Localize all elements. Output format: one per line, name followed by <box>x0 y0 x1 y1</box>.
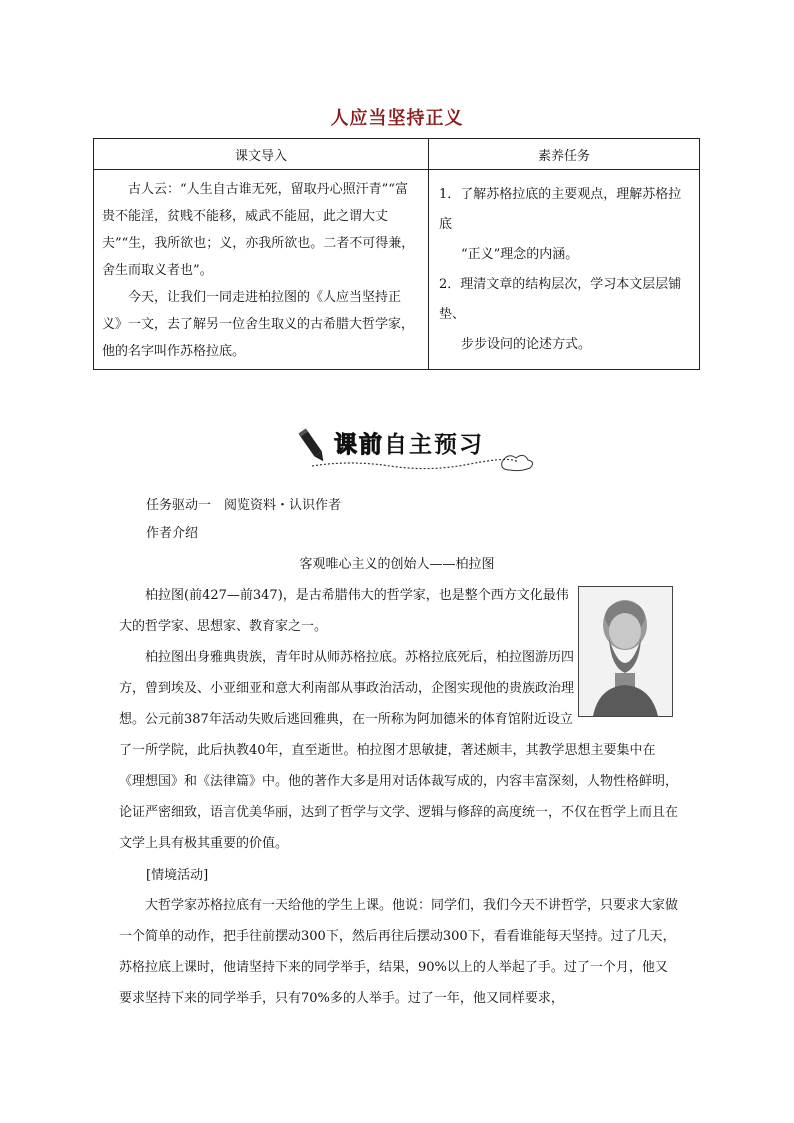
author-heading: 作者介绍 <box>146 526 199 541</box>
task-item-1: 1．了解苏格拉底的主要观点，理解苏格拉底 <box>439 186 682 232</box>
section-title-highlight: 课前 <box>334 431 384 458</box>
scenario-paragraph <box>119 890 679 1014</box>
scenario-label: [情境活动] <box>146 868 209 883</box>
intro-paragraph: 古人云：“人生自古谁无死，留取丹心照汗青”“富贵不能淫，贫贱不能移，威武不能屈，此之谓大丈夫”“生，我所欲也；义，亦我所欲也。二者不可得兼，舍生而取义者也”。 <box>102 182 415 278</box>
header-course-intro: 课文导入 <box>94 139 429 170</box>
page-title: 人应当坚持正义 <box>330 108 464 129</box>
section-title <box>334 426 484 459</box>
intro-table <box>93 138 700 370</box>
author-subtitle: 客观唯心主义的创始人——柏拉图 <box>299 557 495 572</box>
section-banner <box>290 420 540 476</box>
task-item-2-cont: 步步设问的论述方式。 <box>461 336 592 352</box>
bio-text: 柏拉图出身雅典贵族，青年时从师苏格拉底。苏格拉底死后，柏拉图游历四方，曾到埃及、小亚细亚和意大利南部从事政治活动，企图实现他的贵族政治理想。公元前387年活动失败后逃回雅典，在一所称为阿加德米的体育馆附近设立了一所学院，此后执教40年，直至逝世。柏拉图才思敏捷，著述颇丰，其教学思想主要集中在《理想国》和《法律篇》中。他的著作大多是用对话体裁写成的，内容丰富深刻，人物性格鲜明，论证严密细致，语言优美华丽，达到了哲学与文学、逻辑与修辞的高度统一，不仅在哲学上而且在文学上具有极其重要的价值。 <box>119 650 679 851</box>
task-item-2: 2．理清文章的结构层次，学习本文层层铺垫、 <box>439 276 682 322</box>
header-literacy-tasks: 素养任务 <box>429 139 700 170</box>
bio-text: 柏拉图(前427—前347)，是古希腊伟大的哲学家，也是整个西方文化最伟大的哲学家、思想家、教育家之一。 <box>119 588 569 634</box>
table-header-row <box>94 139 700 170</box>
task-driver-heading: 任务驱动一 阅览资料・认识作者 <box>146 498 342 513</box>
scenario-text: 大哲学家苏格拉底有一天给他的学生上课。他说：同学们，我们今天不讲哲学，只要求大家做一个简单的动作，把手往前摆动300下，然后再往后摆动300下，看看谁能每天坚持。过了几天，苏格拉底上课时，他请坚持下来的同学举手，结果，90%以上的人举起了手。过了一个月，他又要求坚持下来的同学举手，只有70%多的人举手。过了一年，他又同样要求， <box>119 898 679 1006</box>
portrait-spacer <box>574 642 679 720</box>
intro-cell <box>94 170 429 370</box>
intro-paragraph: 今天，让我们一同走进柏拉图的《人应当坚持正义》一文，去了解另一位舍生取义的古希腊大哲学家，他的名字叫作苏格拉底。 <box>102 290 415 359</box>
bio-paragraph-2 <box>119 642 679 859</box>
tasks-cell <box>429 170 700 370</box>
table-content-row <box>94 170 700 370</box>
bio-paragraph-1 <box>119 580 574 642</box>
section-title-rest: 自主预习 <box>384 431 484 458</box>
task-item-1-cont: “正义”理念的内涵。 <box>461 246 579 262</box>
